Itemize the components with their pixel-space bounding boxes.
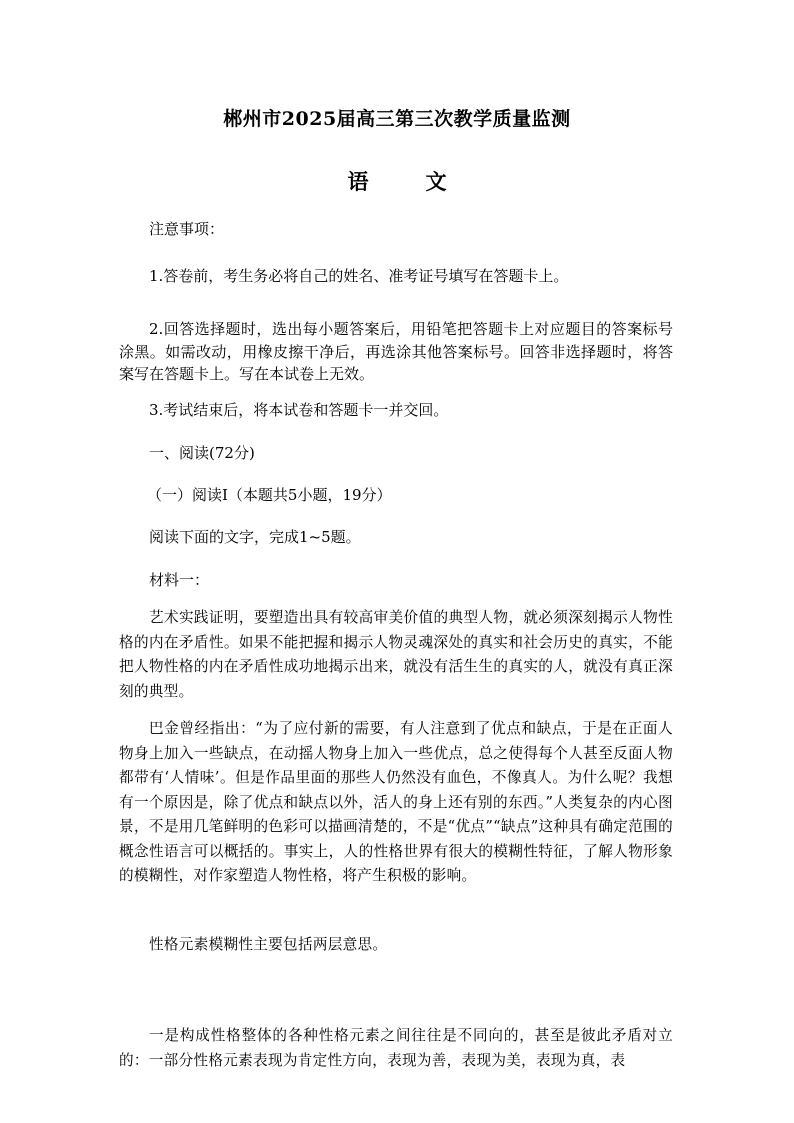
subsection-heading: （一）阅读Ⅰ（本题共5小题，19分） <box>147 486 392 504</box>
section-heading: 一、阅读(72分) <box>149 444 255 462</box>
exam-title: 郴州市2025届高三第三次教学质量监测 <box>223 108 571 130</box>
notice-item-3: 3.考试结束后，将本试卷和答题卡一并交回。 <box>149 401 449 419</box>
passage-paragraph-2: 巴金曾经指出：“为了应付新的需要，有人注意到了优点和缺点，于是在正面人物身上加入一些缺点，在动摇人物身上加入一些优点，总之使得每个人甚至反面人物都带有‘人情味’。但是作品里面的那些人仍然没有血色，不像真人。为什么呢？我想有一个原因是，除了优点和缺点以外，活人的身上还有别的东西。”人类复杂的内心图景，不是用几笔鲜明的色彩可以描画清楚的，不是“优点”“缺点”这种具有确定范围的概念性语言可以概括的。事实上，人的性格世界有很大的模糊性特征，了解人物形象的模糊性，对作家塑造人物性格，将产生积极的影响。 <box>119 720 673 884</box>
passage-paragraph-3: 性格元素模糊性主要包括两层意思。 <box>149 936 388 953</box>
passage-paragraph-1: 艺术实践证明，要塑造出具有较高审美价值的典型人物，就必须深刻揭示人物性格的内在矛盾性。如果不能把握和揭示人物灵魂深处的真实和社会历史的真实，不能把人物性格的内在矛盾性成功地揭示出来，就没有活生生的真实的人，就没有真正深刻的典型。 <box>119 609 673 700</box>
material-label: 材料一： <box>149 571 210 589</box>
passage-paragraph-4: 一是构成性格整体的各种性格元素之间往往是不同向的，甚至是彼此矛盾对立的：一部分性格元素表现为肯定性方向，表现为善，表现为美，表现为真，表 <box>119 1027 673 1069</box>
subject-title: 语 文 <box>347 169 465 194</box>
notice-item-2: 2.回答选择题时，选出每小题答案后，用铅笔把答题卡上对应题目的答案标号涂黑。如需改动，用橡皮擦干净后，再选涂其他答案标号。回答非选择题时，将答案写在答题卡上。写在本试卷上无效。 <box>119 320 673 383</box>
notice-heading: 注意事项： <box>149 220 225 238</box>
notice-item-1: 1.答卷前，考生务必将自己的姓名、准考证号填写在答题卡上。 <box>149 267 569 285</box>
reading-instruction: 阅读下面的文字，完成1~5题。 <box>149 528 361 546</box>
